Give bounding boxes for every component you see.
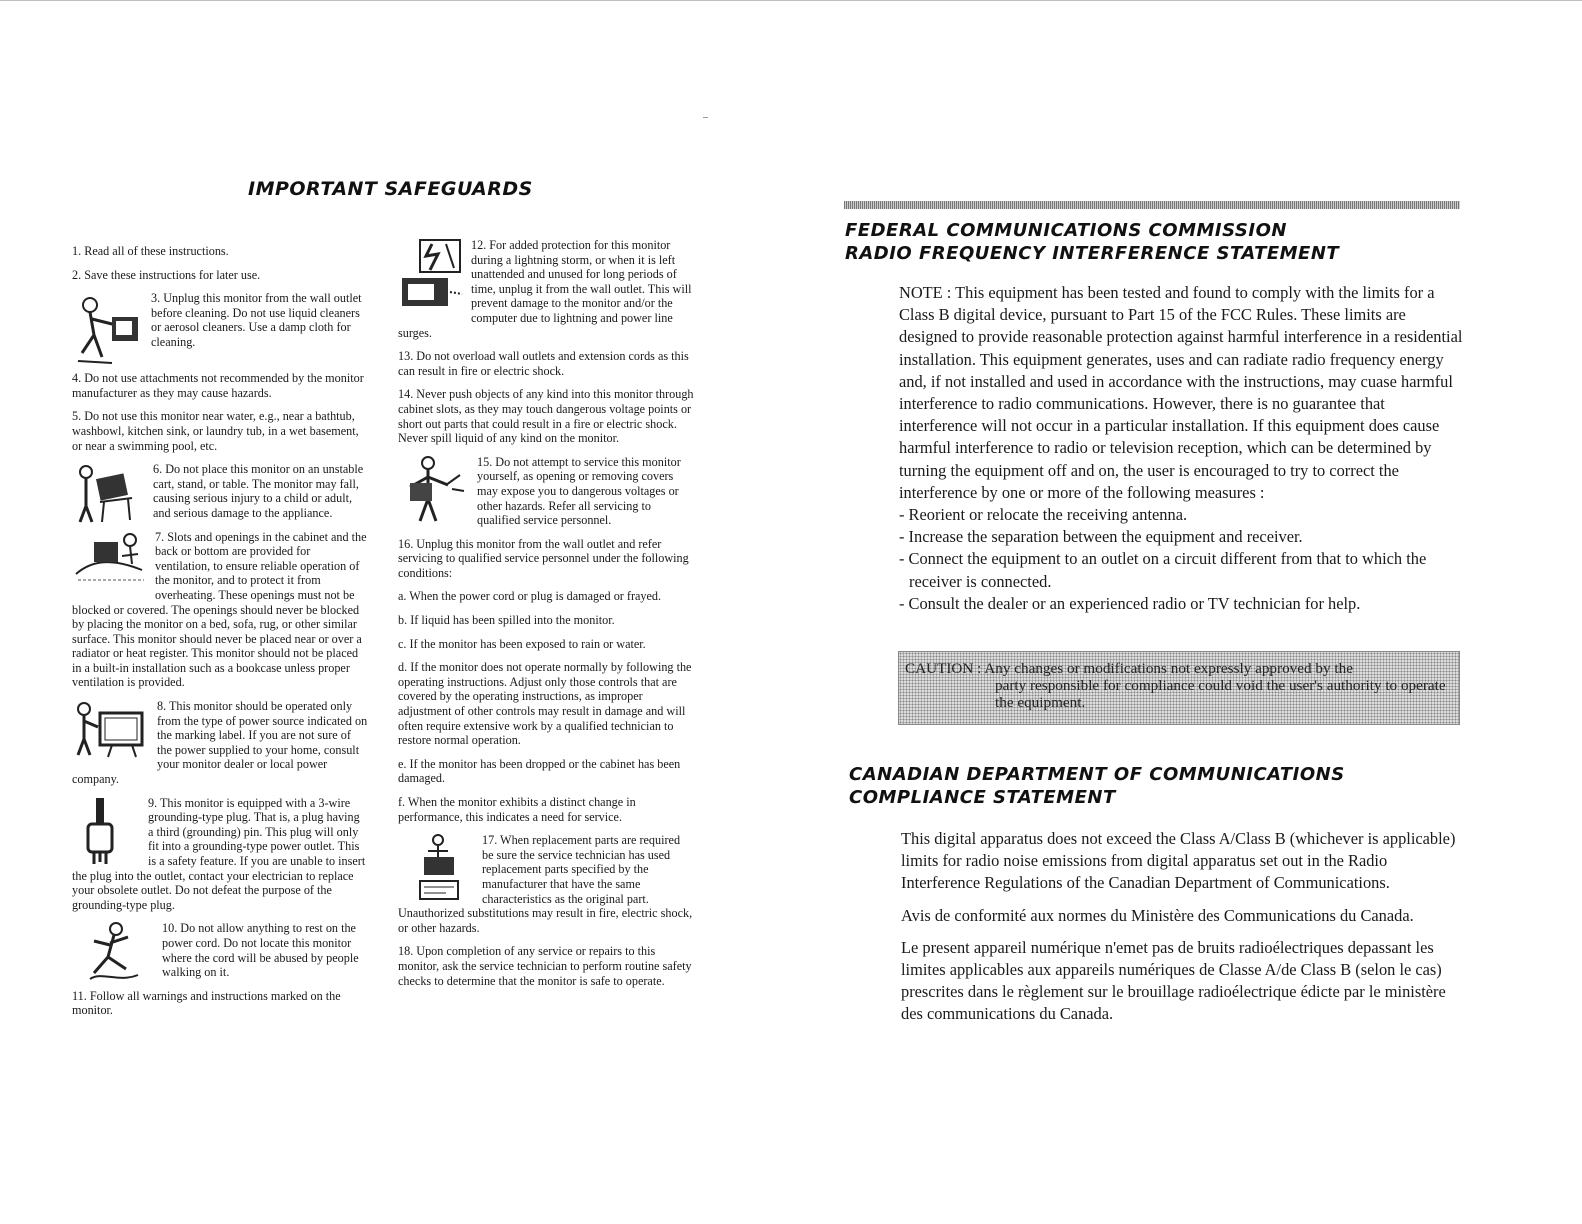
safeguard-item-8: 8. This monitor should be operated only from the type of power source indicated on the marking label. If you are not sure of the power supplied to your home, consult your monitor dealer or local power company. xyxy=(72,699,368,787)
unstable-cart-icon xyxy=(72,462,146,526)
fcc-measures-list xyxy=(899,504,1463,615)
condition-e: e. If the monitor has been dropped or the cabinet has been damaged. xyxy=(398,756,681,786)
canada-paragraph-english: This digital apparatus does not exceed the Class A/Class B (whichever is applicable) limits for radio noise emissions from digital apparatus set out in the Radio Interference Regulations of the Canadian Department of Communications. xyxy=(901,829,1456,893)
canada-statement xyxy=(901,828,1461,1036)
fcc-measure: - Consult the dealer or an experienced radio or TV technician for help. xyxy=(899,593,1361,613)
safeguard-item-16: 16. Unplug this monitor from the wall outlet and refer servicing to qualified service personnel under the following conditions: xyxy=(398,536,689,580)
fcc-measure: - Reorient or relocate the receiving antenna. xyxy=(899,505,1188,525)
fcc-measure: - Increase the separation between the equipment and receiver. xyxy=(899,527,1303,547)
servicing-person-icon xyxy=(398,455,470,527)
safeguard-item-13: 13. Do not overload wall outlets and extension cords as this can result in fire or electric shock. xyxy=(398,349,689,378)
fcc-measure: - Connect the equipment to an outlet on a circuit different from that to which the receiver is connected. xyxy=(899,549,1427,591)
ventilation-icon xyxy=(72,530,148,588)
safeguards-column-1 xyxy=(72,244,368,1027)
power-source-icon xyxy=(72,699,150,761)
safeguards-column-2 xyxy=(398,238,694,997)
lightning-monitor-icon xyxy=(398,238,464,310)
caution-lead: CAUTION : Any changes or modifications not expressly approved by the xyxy=(905,660,1353,677)
canada-paragraph-avis: Avis de conformité aux normes du Ministère des Communications du Canada. xyxy=(901,905,1414,925)
safeguard-item-3: 3. Unplug this monitor from the wall outlet before cleaning. Do not use liquid cleaners or aerosol cleaners. Use a damp cloth for cleaning. xyxy=(72,291,368,349)
condition-c: c. If the monitor has been exposed to rain or water. xyxy=(398,636,646,651)
tripping-person-icon xyxy=(88,921,140,985)
condition-a: a. When the power cord or plug is damaged or frayed. xyxy=(398,589,662,604)
safeguards-title: IMPORTANT SAFEGUARDS xyxy=(248,178,533,200)
canada-heading-line-1: CANADIAN DEPARTMENT OF COMMUNICATIONS xyxy=(849,764,1345,785)
scan-mark xyxy=(703,117,708,118)
safeguard-item-6: 6. Do not place this monitor on an unstable cart, stand, or table. The monitor may fall, causing serious injury to a child or adult, and serious damage to the appliance. xyxy=(72,462,368,520)
safeguard-item-7: 7. Slots and openings in the cabinet and the back or bottom are provided for ventilation, to ensure reliable operation of the monitor, and to protect it from overheating. These openings must not be blocked or covered. The openings should never be blocked by placing the monitor on a bed, sofa, rug, or other similar surface. This monitor should never be placed near or over a radiator or heat register. This monitor should not be placed in a built-in installation such as a bookcase unless proper ventilation is provided. xyxy=(72,529,367,690)
safeguard-item-17: 17. When replacement parts are required be sure the service technician has used replacement parts specified by the manufacturer that have the same characteristics as the original part. Unauthorized substitutions may result in fire, electric shock, or other hazards. xyxy=(398,833,693,935)
fcc-heading xyxy=(845,219,1339,265)
fcc-heading-line-1: FEDERAL COMMUNICATIONS COMMISSION xyxy=(845,220,1287,241)
canada-paragraph-french: Le present appareil numérique n'emet pas de bruits radioélectriques depassant les limites applicables aux appareils numériques de Classe A/de Class B (selon le cas) prescrites dans le règlement sur le brouillage radioélectrique édicte par le ministère des communications du Canada. xyxy=(901,937,1446,1024)
grounding-plug-icon xyxy=(82,796,118,866)
safeguard-item-15: 15. Do not attempt to service this monitor yourself, as opening or removing covers may expose you to dangerous voltages or other hazards. Refer all servicing to qualified service personnel. xyxy=(398,455,694,528)
replacement-parts-icon xyxy=(416,833,462,901)
safeguard-item-10: 10. Do not allow anything to rest on the power cord. Do not locate this monitor where the cord will be abused by people walking on it. xyxy=(72,921,368,979)
condition-f: f. When the monitor exhibits a distinct change in performance, this indicates a need for service. xyxy=(398,795,636,824)
cleaning-person-icon xyxy=(72,291,144,369)
safeguard-item-5: 5. Do not use this monitor near water, e.g., near a bathtub, washbowl, kitchen sink, or laundry tub, in a wet basement, or near a swimming pool, etc. xyxy=(72,409,359,453)
safeguard-item-18: 18. Upon completion of any service or repairs to this monitor, ask the service technician to perform routine safety checks to determine that the monitor is safe to operate. xyxy=(398,944,692,988)
canada-heading-line-2: COMPLIANCE STATEMENT xyxy=(849,787,1116,808)
safeguard-item-11: 11. Follow all warnings and instructions marked on the monitor. xyxy=(72,988,341,1018)
fcc-statement xyxy=(899,282,1463,615)
safeguard-item-1: 1. Read all of these instructions. xyxy=(72,244,229,258)
safeguard-item-2: 2. Save these instructions for later use. xyxy=(72,267,261,282)
safeguard-item-4: 4. Do not use attachments not recommended by the monitor manufacturer as they may cause hazards. xyxy=(72,371,364,400)
header-rule xyxy=(844,201,1460,209)
scan-top-border xyxy=(0,0,1582,1)
canada-heading xyxy=(849,763,1345,809)
condition-d: d. If the monitor does not operate normally by following the operating instructions. Adjust only those controls that are covered by the operating instructions, as improper adjustment of other controls may result in damage and will often require extensive work by a qualified technician to restore normal operation. xyxy=(398,660,692,748)
safeguard-item-12: 12. For added protection for this monitor during a lightning storm, or when it is left unattended and unused for long periods of time, unplug it from the wall outlet. This will prevent damage to the monitor and/or the computer due to lightning and power line surges. xyxy=(398,238,692,340)
condition-b: b. If liquid has been spilled into the monitor. xyxy=(398,613,615,628)
caution-box xyxy=(898,651,1460,725)
safeguard-item-9: 9. This monitor is equipped with a 3-wire grounding-type plug. That is, a plug having a third (grounding) pin. This plug will only fit into a grounding-type power outlet. This is a safety feature. If you are unable to insert the plug into the outlet, contact your electrician to replace your obsolete outlet. Do not defeat the purpose of the grounding-type plug. xyxy=(72,795,366,912)
fcc-note: NOTE : This equipment has been tested and found to comply with the limits for a Class B digital device, pursuant to Part 15 of the FCC Rules. These limits are designed to provide reasonable protection against harmful interference in a residential installation. This equipment generates, uses and can radiate radio frequency energy and, if not installed and used in accordance with the instructions, may cuase harmful interference to radio communications. However, there is no guarantee that interference will not occur in a particular installation. If this equipment does cause harmful interference to radio or television reception, which can be determined by turning the equipment off and on, the user is encouraged to try to correct the interference by one or more of the following measures : xyxy=(899,283,1463,502)
fcc-heading-line-2: RADIO FREQUENCY INTERFERENCE STATEMENT xyxy=(845,243,1340,264)
caution-rest: party responsible for compliance could void the user's authority to operate the equipment. xyxy=(995,677,1446,711)
safeguard-item-14: 14. Never push objects of any kind into this monitor through cabinet slots, as they may touch dangerous voltage points or short out parts that could result in a fire or electric shock. Never spill liquid of any kind on the monitor. xyxy=(398,387,694,446)
